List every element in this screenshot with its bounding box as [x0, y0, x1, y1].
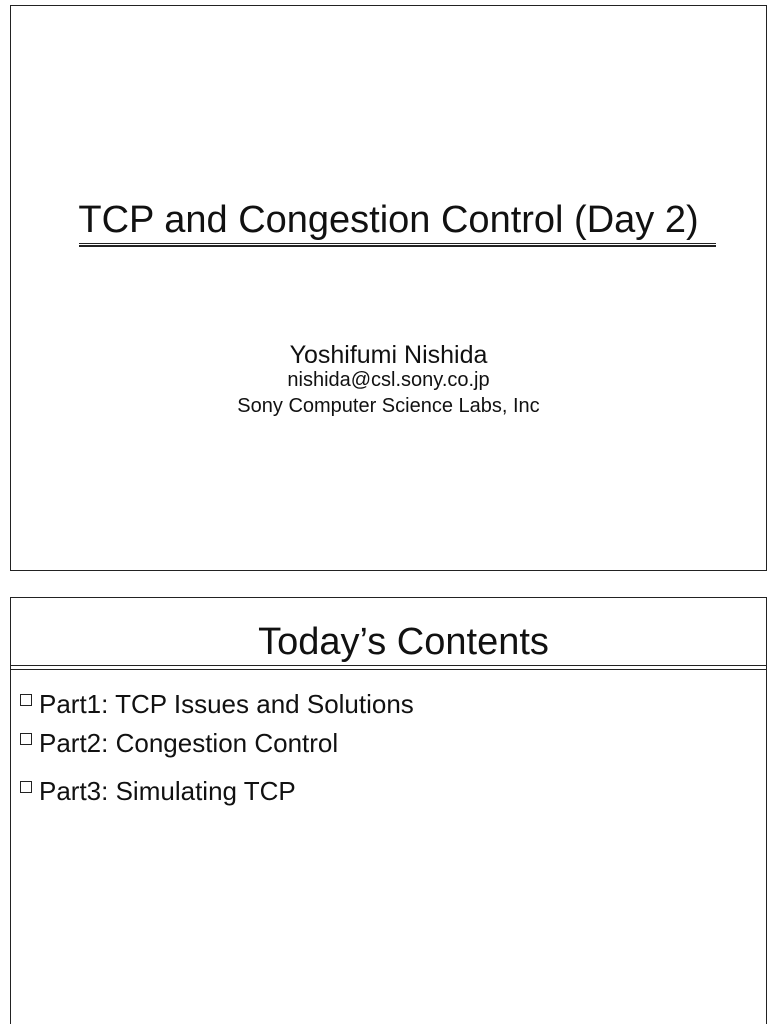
list-item [20, 775, 414, 807]
list-item-label: Part2: Congestion Control [39, 728, 339, 758]
slide2-title: Today’s Contents [258, 621, 549, 663]
slide2-title-rule [10, 665, 767, 670]
list-item [20, 727, 414, 759]
author-name: Yoshifumi Nishida [289, 341, 488, 369]
contents-list [20, 688, 414, 807]
list-item [20, 688, 414, 720]
slide1-title-rule [79, 243, 716, 247]
slide1-title: TCP and Congestion Control (Day 2) [78, 199, 699, 241]
author-email: nishida@csl.sony.co.jp [287, 369, 490, 391]
title-slide-frame [10, 5, 767, 571]
list-item-label: Part3: Simulating TCP [39, 776, 296, 806]
square-bullet-icon [20, 694, 32, 706]
list-item-label: Part1: TCP Issues and Solutions [39, 689, 414, 719]
author-organization: Sony Computer Science Labs, Inc [237, 395, 540, 417]
square-bullet-icon [20, 733, 32, 745]
square-bullet-icon [20, 781, 32, 793]
